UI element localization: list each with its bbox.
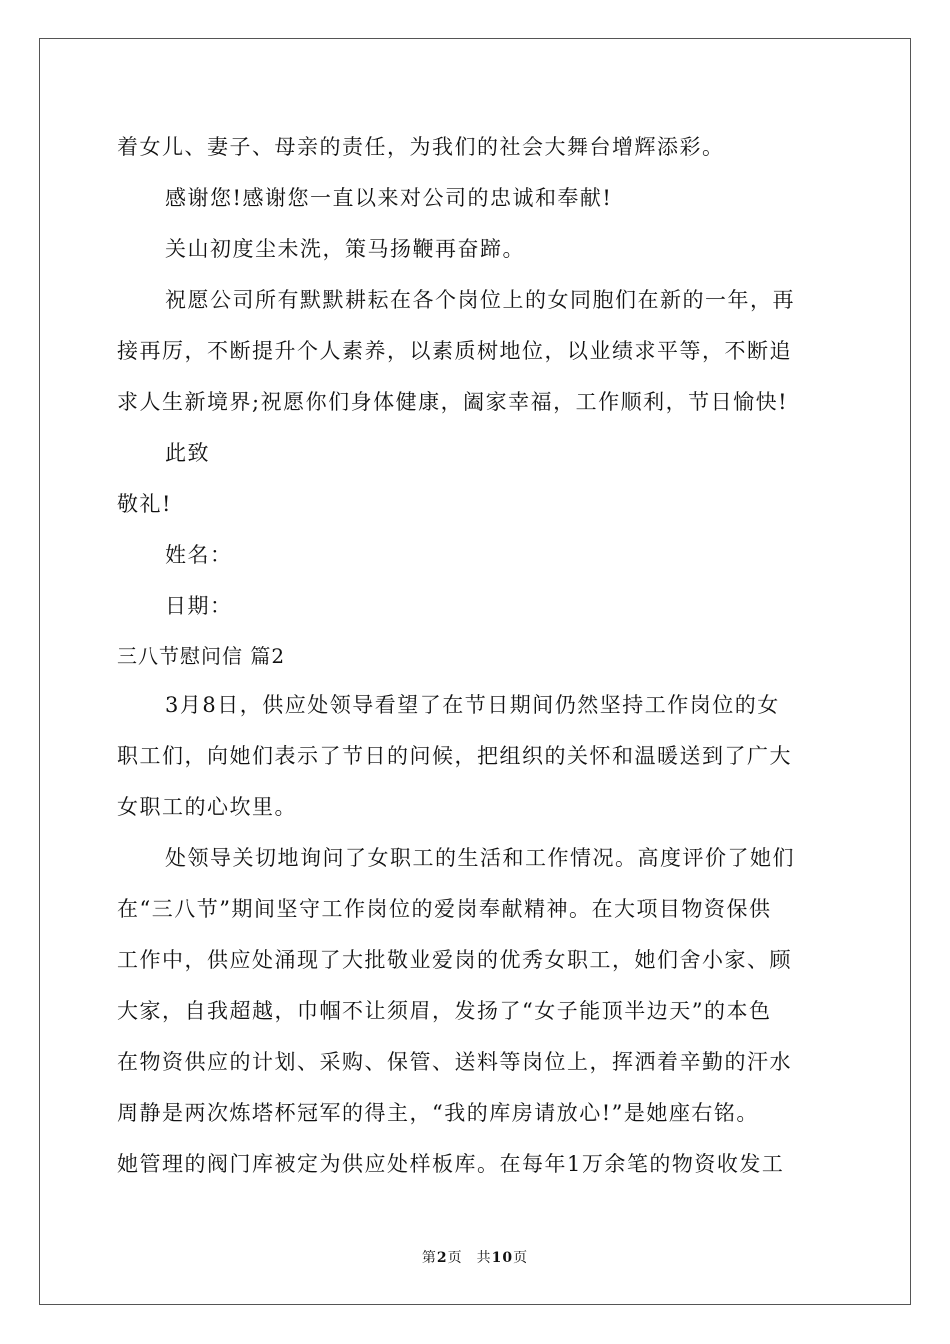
text-line-5: 接再厉，不断提升个人素养，以素质树地位，以业绩求平等，不断追 bbox=[117, 339, 792, 363]
text-line-1: 着女儿、妻子、母亲的责任，为我们的社会大舞台增辉添彩。 bbox=[117, 135, 725, 159]
text-line-11: 3月8日，供应处领导看望了在节日期间仍然坚持工作岗位的女 bbox=[165, 693, 780, 717]
page-suffix: 页 bbox=[447, 1250, 463, 1266]
page-footer bbox=[0, 1247, 950, 1267]
total-page-number: 10 bbox=[491, 1250, 514, 1266]
document-body bbox=[117, 122, 837, 1190]
total-suffix: 页 bbox=[513, 1250, 529, 1266]
text-line-12: 职工们，向她们表示了节日的问候，把组织的关怀和温暖送到了广大 bbox=[117, 744, 792, 768]
text-line-20: 她管理的阀门库被定为供应处样板库。在每年1万余笔的物资收发工 bbox=[117, 1152, 785, 1176]
text-line-18: 在物资供应的计划、采购、保管、送料等岗位上，挥洒着辛勤的汗水 bbox=[117, 1050, 792, 1074]
text-line-14: 处领导关切地询问了女职工的生活和工作情况。高度评价了她们 bbox=[165, 846, 795, 870]
text-line-4: 祝愿公司所有默默耕耘在各个岗位上的女同胞们在新的一年，再 bbox=[165, 288, 795, 312]
text-line-13: 女职工的心坎里。 bbox=[117, 795, 297, 819]
page-prefix: 第 bbox=[421, 1250, 437, 1266]
text-line-17: 大家，自我超越，巾帼不让须眉，发扬了“女子能顶半边天”的本色 bbox=[117, 999, 772, 1023]
name-field-label: 姓名： bbox=[165, 543, 233, 567]
text-line-2: 感谢您!感谢您一直以来对公司的忠诚和奉献! bbox=[165, 186, 613, 210]
text-line-15: 在“三八节”期间坚守工作岗位的爱岗奉献精神。在大项目物资保供 bbox=[117, 897, 772, 921]
text-line-19: 周静是两次炼塔杯冠军的得主，“我的库房请放心!”是她座右铭。 bbox=[117, 1101, 759, 1125]
salutation: 敬礼! bbox=[117, 492, 172, 516]
text-line-3: 关山初度尘未洗，策马扬鞭再奋蹄。 bbox=[165, 237, 525, 261]
closing-phrase: 此致 bbox=[165, 441, 210, 465]
text-line-6: 求人生新境界;祝愿你们身体健康，阖家幸福，工作顺利，节日愉快! bbox=[117, 390, 789, 414]
current-page-number: 2 bbox=[436, 1250, 448, 1266]
date-field-label: 日期： bbox=[165, 594, 233, 618]
total-prefix: 共 bbox=[476, 1250, 492, 1266]
text-line-16: 工作中，供应处涌现了大批敬业爱岗的优秀女职工，她们舍小家、顾 bbox=[117, 948, 792, 972]
section-heading: 三八节慰问信 篇2 bbox=[117, 644, 286, 668]
